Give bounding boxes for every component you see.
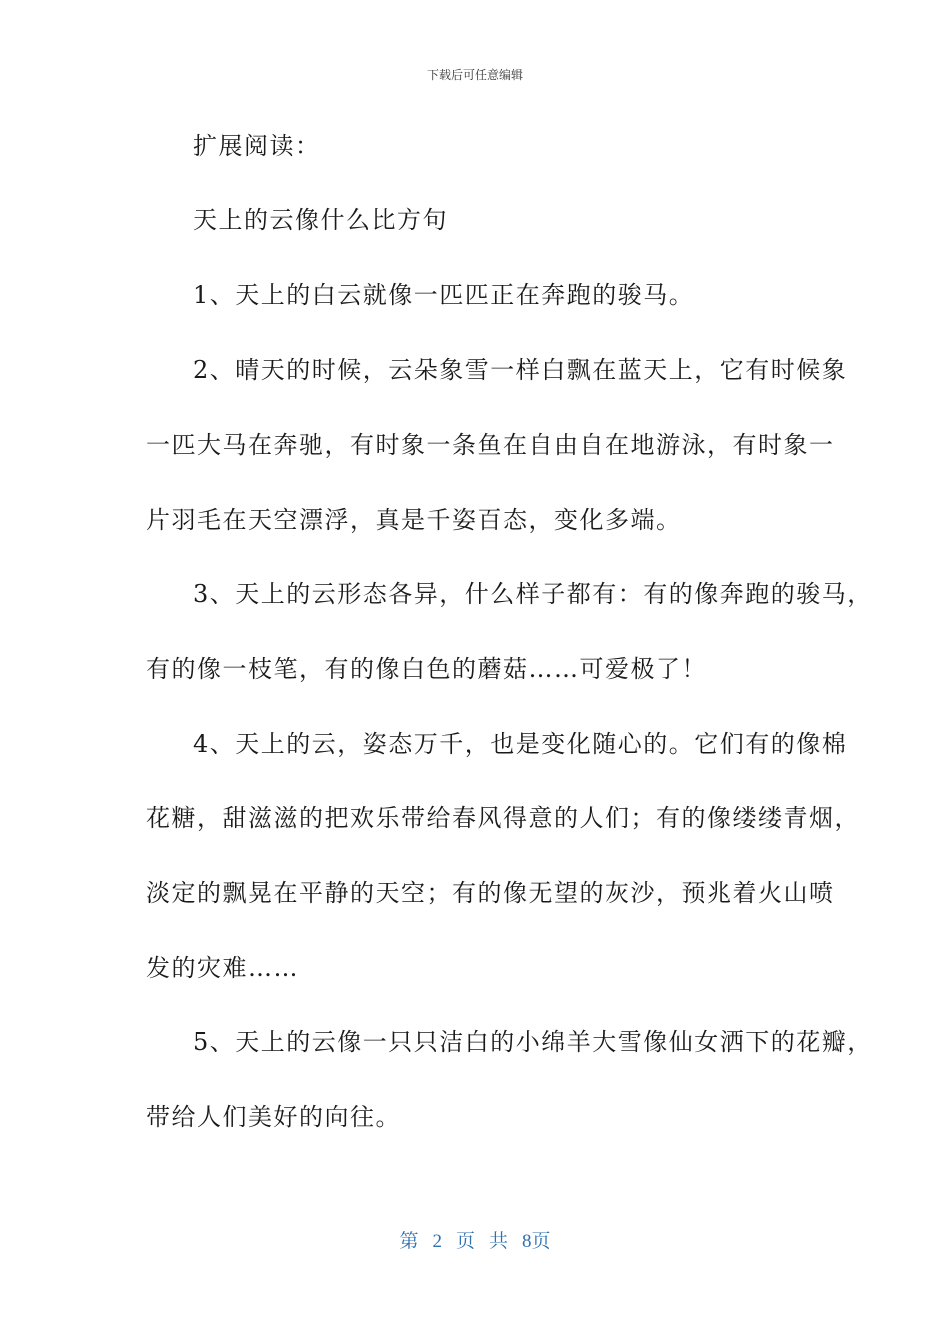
paragraph-line: 片羽毛在天空漂浮，真是千姿百态，变化多端。 [146,506,682,534]
page-header: 下载后可任意编辑 [426,68,523,82]
paragraph-line: 带给人们美好的向往。 [146,1103,401,1131]
paragraph-line: 2、晴天的时候，云朵象雪一样白飘在蓝天上，它有时候象 [193,356,848,384]
footer-di: 第 [399,1231,419,1252]
page-footer [0,1226,950,1253]
footer-ye: 页 [455,1231,475,1252]
paragraph-line: 4、天上的云，姿态万千，也是变化随心的。它们有的像棉 [193,730,848,758]
paragraph-line: 3、天上的云形态各异，什么样子都有：有的像奔跑的骏马， [193,580,873,608]
paragraph-line: 1、天上的白云就像一匹匹正在奔跑的骏马。 [193,281,695,309]
paragraph-line: 有的像一枝笔，有的像白色的蘑菇……可爱极了！ [146,655,707,683]
paragraph-line: 花糖，甜滋滋的把欢乐带给春风得意的人们；有的像缕缕青烟， [146,804,860,832]
heading-extended-reading: 扩展阅读： [193,132,321,160]
paragraph-line: 一匹大马在奔驰，有时象一条鱼在自由自在地游泳，有时象一 [146,431,835,459]
paragraph-line: 淡定的飘晃在平静的天空；有的像无望的灰沙，预兆着火山喷 [146,879,835,907]
section-title: 天上的云像什么比方句 [193,206,448,234]
footer-page-number: 2 [432,1231,442,1252]
footer-gong: 共 [489,1231,509,1252]
paragraph-line: 发的灾难…… [146,954,299,982]
footer-total-pages: 8页 [522,1231,551,1252]
paragraph-line: 5、天上的云像一只只洁白的小绵羊大雪像仙女洒下的花瓣， [193,1028,873,1056]
